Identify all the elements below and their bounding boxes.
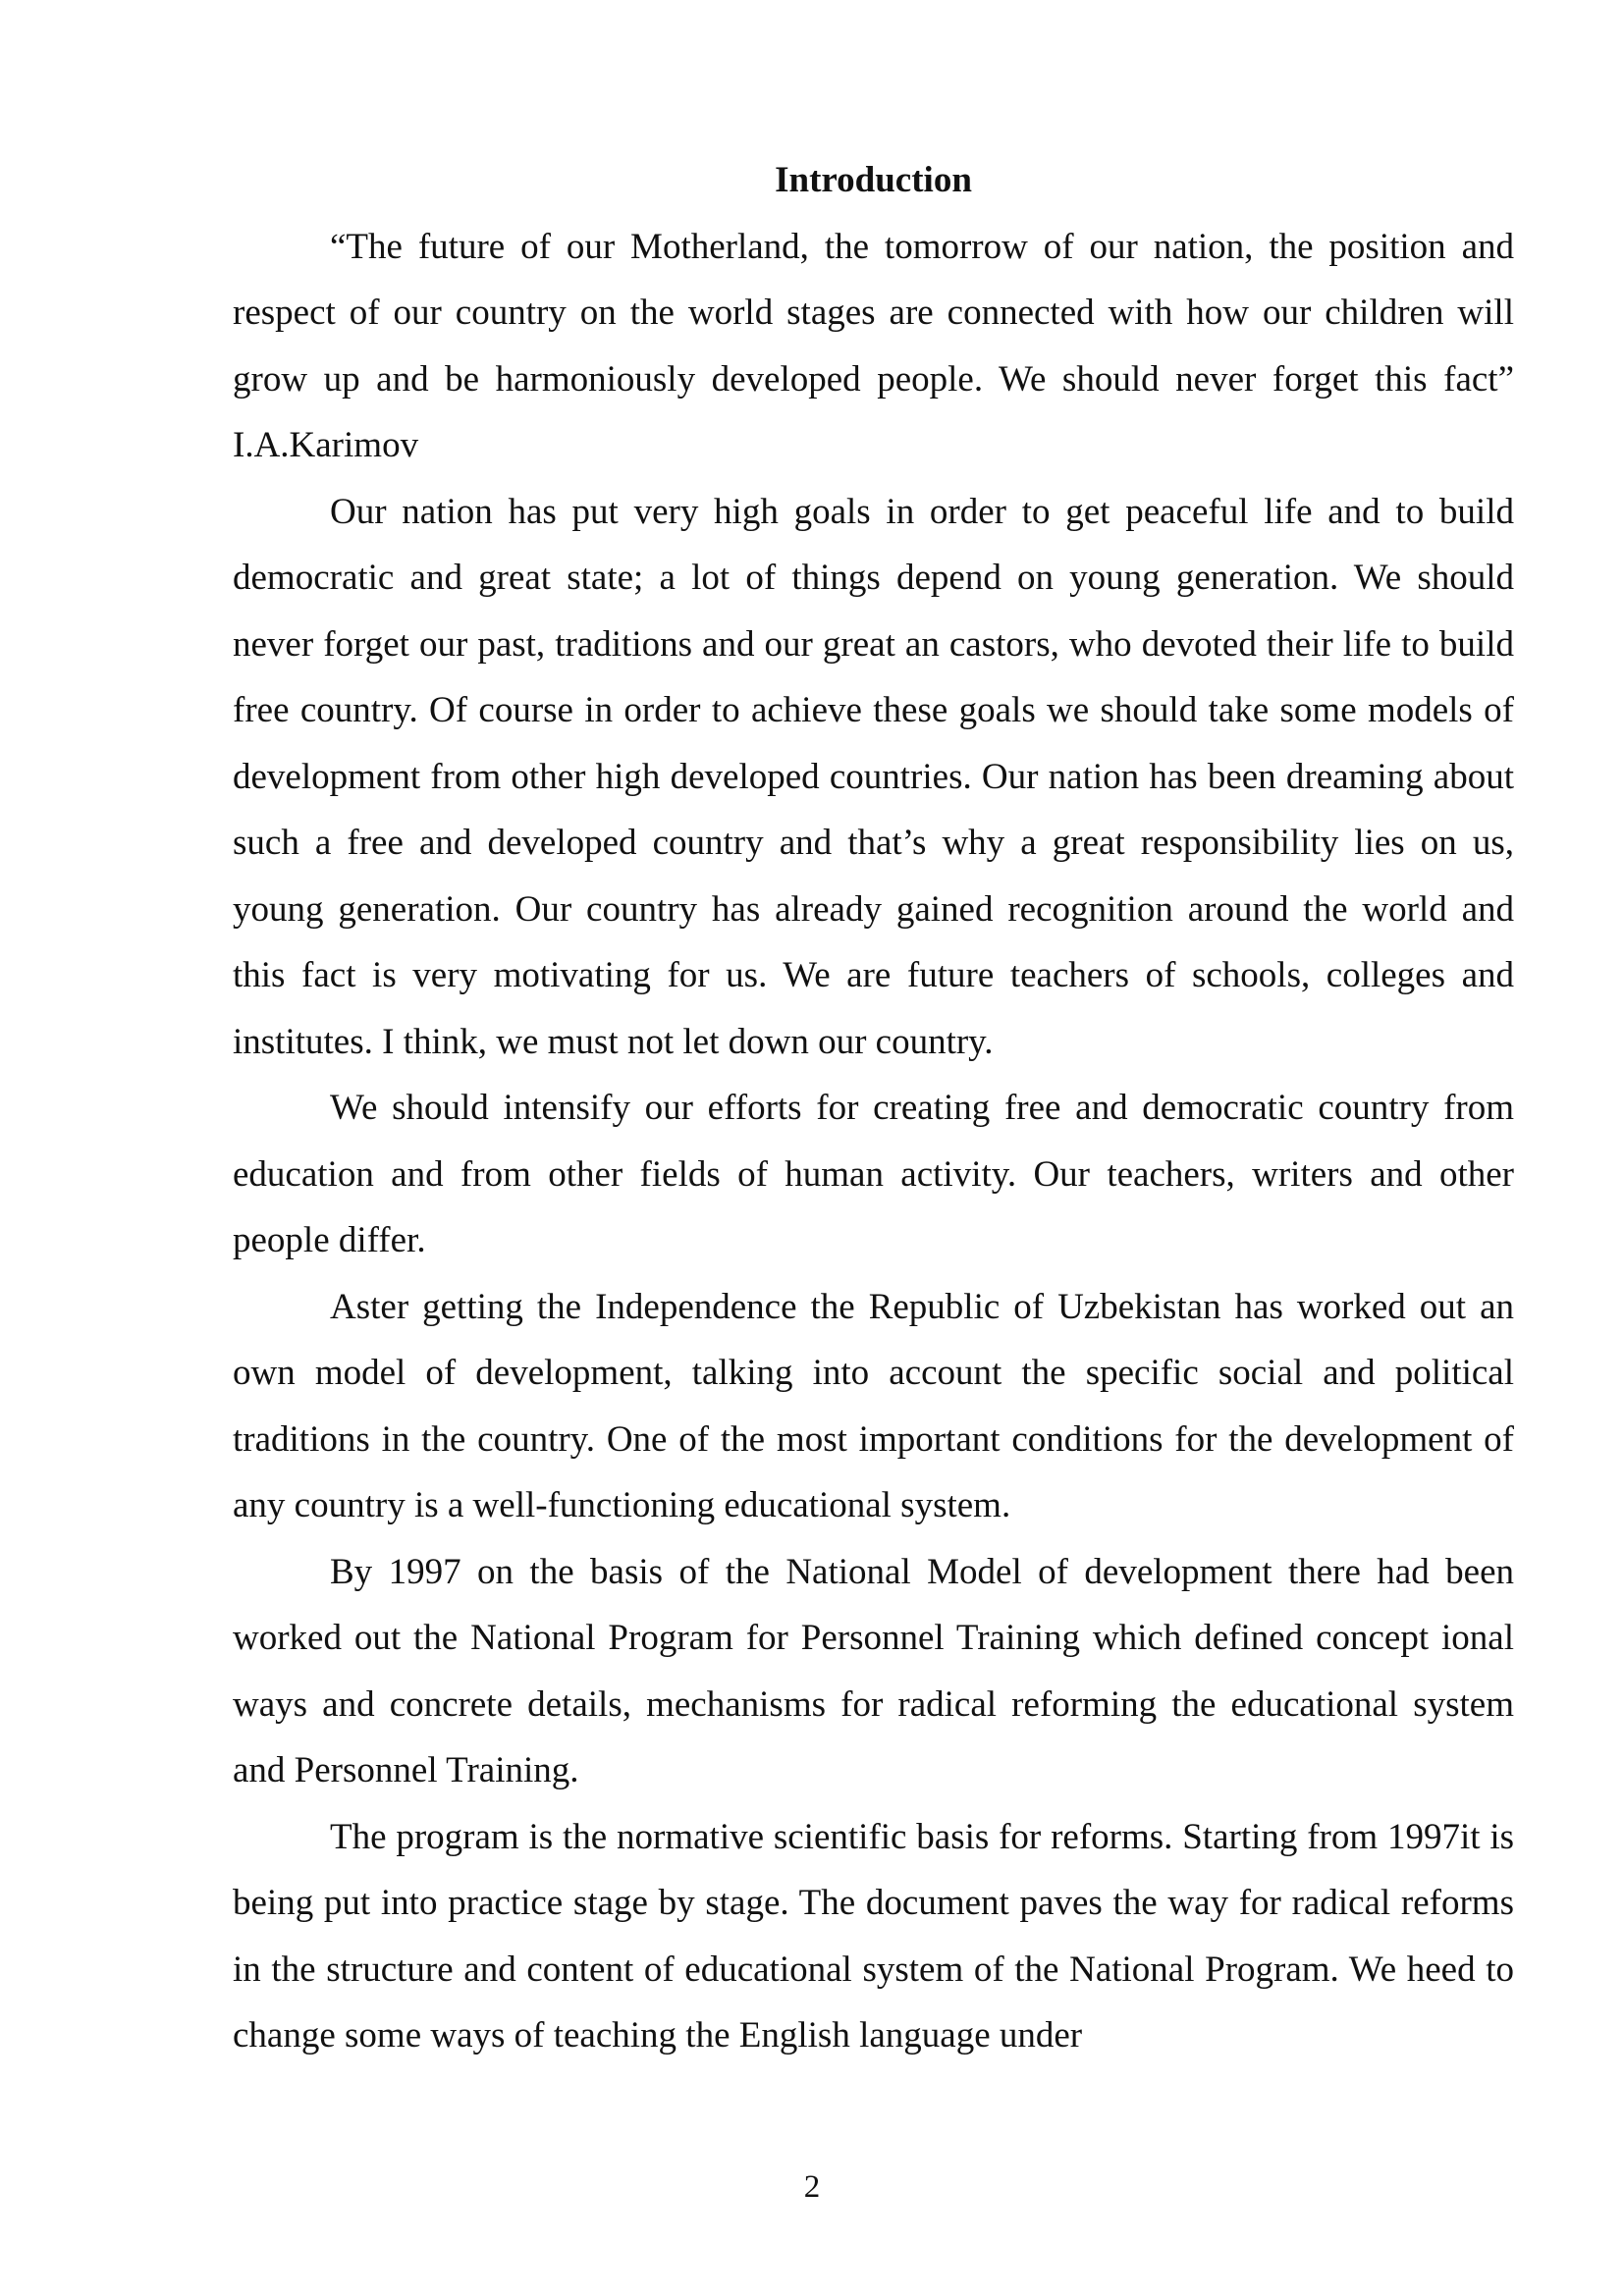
page-title: Introduction — [775, 160, 972, 200]
paragraph-national-program: By 1997 on the basis of the National Model of development there had been worked out the National Program for Personnel Training which defined concept ional ways and concrete details, mechanisms for radical reforming the educational system and Personnel Training. — [233, 1551, 1514, 1790]
paragraph-normative-basis: The program is the normative scientific basis for reforms. Starting from 1997it is being put into practice stage by stage. The document paves the way for radical reforms in the structure and content of educational system of the National Program. We heed to change some ways of teaching the English language under — [233, 1816, 1514, 2056]
page-content — [233, 147, 1514, 2069]
paragraph-intensify-efforts: We should intensify our efforts for creating free and democratic country from education and from other fields of human activity. Our teachers, writers and other people differ. — [233, 1088, 1514, 1260]
paragraph-epigraph: “The future of our Motherland, the tomorrow of our nation, the position and respect of our country on the world stages are connected with how our children will grow up and be harmoniously developed people. We should never forget this fact” I.A.Karimov — [233, 226, 1514, 465]
paragraph-national-goals: Our nation has put very high goals in order to get peaceful life and to build democratic and great state; a lot of things depend on young generation. We should never forget our past, traditions and our great an castors, who devoted their life to build free country. Of course in order to achieve these goals we should take some models of development from other high developed countries. Our nation has been dreaming about such a free and developed country and that’s why a great responsibility lies on us, young generation. Our country has already gained recognition around the world and this fact is very motivating for us. We are future teachers of schools, colleges and institutes. I think, we must not let down our country. — [233, 491, 1514, 1062]
page-number: 2 — [803, 2169, 821, 2205]
paragraph-independence-model: Aster getting the Independence the Republic of Uzbekistan has worked out an own model of development, talking into account the specific social and political traditions in the country. One of the most important conditions for the development of any country is a well-functioning educational system. — [233, 1286, 1514, 1525]
